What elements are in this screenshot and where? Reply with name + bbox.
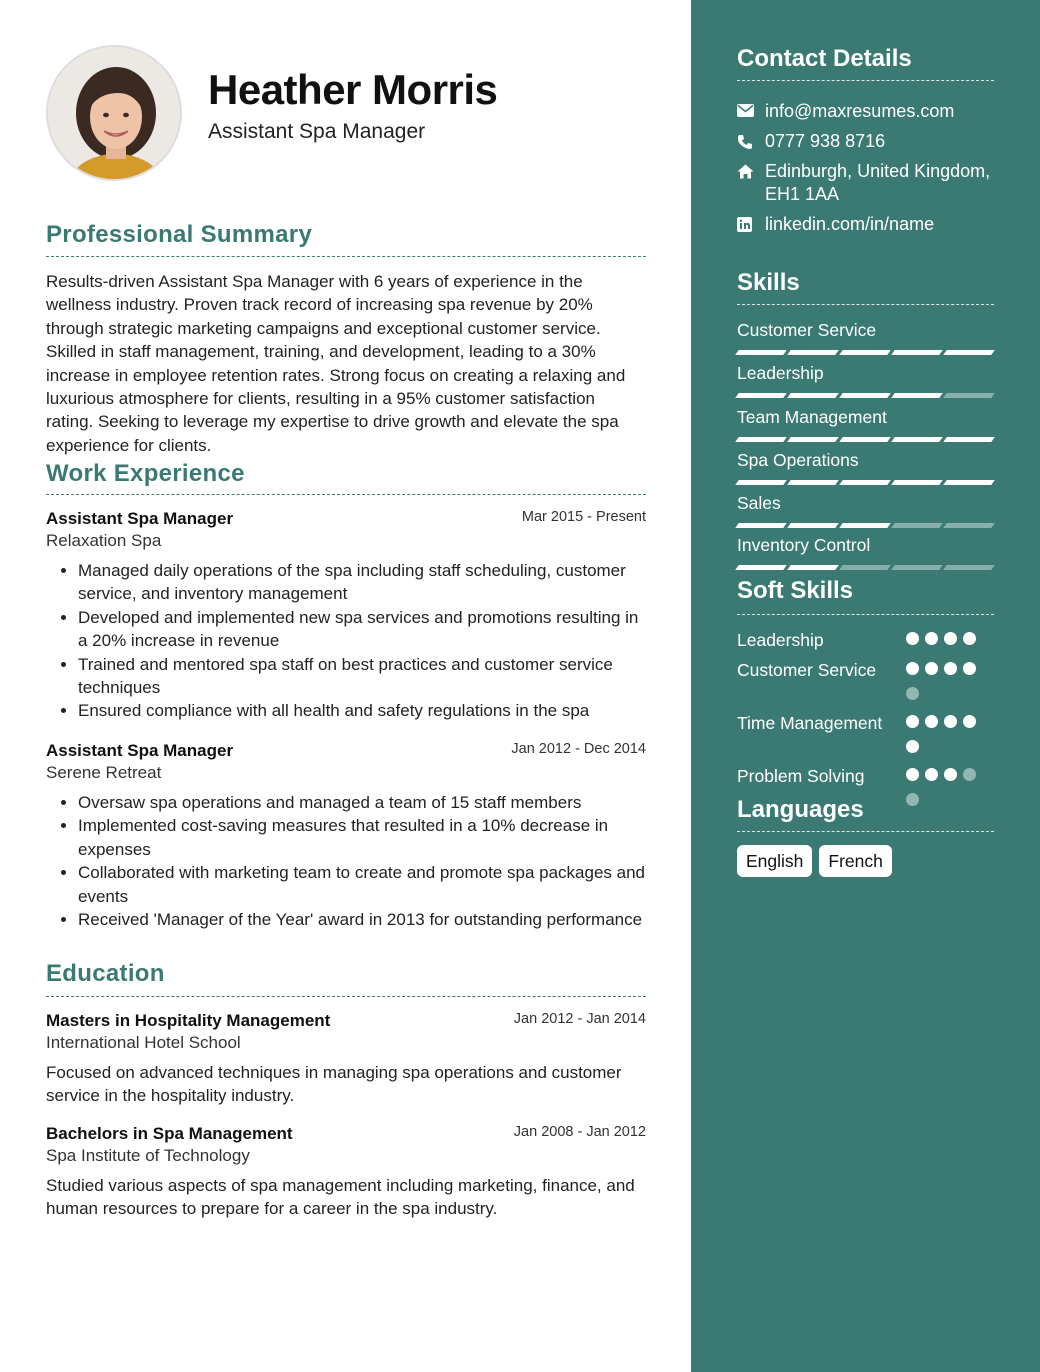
rating-dot	[963, 632, 976, 645]
skill-level-segment	[787, 350, 839, 355]
rating-dot	[906, 662, 919, 675]
profile-photo-image	[48, 47, 182, 181]
contact-heading: Contact Details	[737, 45, 912, 72]
linkedin-icon	[737, 213, 765, 236]
contact-divider	[737, 80, 994, 81]
skill-level-segment	[787, 480, 839, 485]
rating-dot	[906, 687, 919, 700]
candidate-name: Heather Morris	[208, 66, 498, 113]
contact-linkedin[interactable]	[737, 213, 994, 236]
linkedin-text: linkedin.com/in/name	[765, 214, 935, 234]
contact-phone[interactable]	[737, 130, 994, 153]
skill-item	[737, 535, 994, 570]
job-entry	[46, 741, 646, 931]
skill-level-segment	[735, 523, 787, 528]
job-bullet: • Trained and mentored spa staff on best practices and customer service techniques	[78, 653, 646, 700]
rating-dot	[925, 768, 938, 781]
skill-level-segment	[735, 437, 787, 442]
skill-level-bar	[737, 437, 994, 442]
education-date: Jan 2012 - Jan 2014	[513, 1011, 646, 1027]
job-bullet: • Implemented cost-saving measures that resulted in a 10% decrease in expenses	[78, 814, 646, 861]
soft-skill-item	[737, 659, 994, 682]
skill-item	[737, 363, 994, 398]
work-divider	[46, 494, 646, 495]
skill-level-segment	[735, 565, 787, 570]
job-bullets	[46, 791, 646, 931]
skill-name: Sales	[737, 493, 781, 513]
skill-name: Spa Operations	[737, 450, 859, 470]
address-text: Edinburgh, United Kingdom, EH1 1AA	[765, 161, 991, 204]
skill-level-bar	[737, 350, 994, 355]
rating-dot	[963, 662, 976, 675]
skill-item	[737, 450, 994, 485]
school-name: International Hotel School	[46, 1033, 241, 1052]
education-date: Jan 2008 - Jan 2012	[513, 1124, 646, 1140]
rating-dot	[906, 740, 919, 753]
language-badge: English	[737, 845, 812, 877]
skill-item	[737, 320, 994, 355]
summary-heading: Professional Summary	[46, 221, 313, 248]
profile-photo	[46, 45, 182, 181]
rating-dot	[963, 715, 976, 728]
skill-level-segment	[891, 523, 943, 528]
skill-level-bar	[737, 565, 994, 570]
job-company: Relaxation Spa	[46, 531, 162, 550]
education-divider	[46, 996, 646, 997]
rating-dot	[944, 632, 957, 645]
skill-level-segment	[891, 437, 943, 442]
rating-dot	[906, 632, 919, 645]
skill-level-segment	[787, 565, 839, 570]
rating-dot	[944, 662, 957, 675]
soft-skills-heading: Soft Skills	[737, 577, 854, 604]
skill-level-segment	[735, 480, 787, 485]
skill-level-segment	[891, 350, 943, 355]
work-heading: Work Experience	[46, 460, 245, 487]
rating-dot	[906, 768, 919, 781]
rating-dot	[925, 715, 938, 728]
languages-heading: Languages	[737, 796, 864, 823]
rating-dot	[944, 768, 957, 781]
education-entry	[46, 1011, 646, 1108]
soft-skill-name: Problem Solving	[737, 766, 865, 786]
soft-skill-name: Customer Service	[737, 660, 877, 680]
skill-level-bar	[737, 523, 994, 528]
job-date: Mar 2015 - Present	[521, 509, 646, 525]
job-bullet: • Developed and implemented new spa services and promotions resulting in a 20% increase in revenue	[78, 606, 646, 653]
skill-level-segment	[787, 523, 839, 528]
skill-level-segment	[943, 480, 995, 485]
skill-level-segment	[787, 393, 839, 398]
soft-skill-item	[737, 712, 994, 735]
skill-level-bar	[737, 393, 994, 398]
skill-level-segment	[787, 437, 839, 442]
skills-heading: Skills	[737, 269, 800, 296]
skills-divider	[737, 304, 994, 305]
skill-level-segment	[943, 393, 995, 398]
contact-address	[737, 160, 994, 206]
soft-skill-name: Time Management	[737, 713, 883, 733]
skill-level-segment	[839, 350, 891, 355]
skill-level-segment	[943, 565, 995, 570]
skill-level-segment	[839, 393, 891, 398]
skill-level-segment	[891, 393, 943, 398]
soft-skills-divider	[737, 614, 994, 615]
job-bullet: • Collaborated with marketing team to create and promote spa packages and events	[78, 861, 646, 908]
job-bullet: • Oversaw spa operations and managed a team of 15 staff members	[78, 791, 646, 814]
skill-name: Customer Service	[737, 320, 877, 340]
skill-level-segment	[943, 437, 995, 442]
job-entry	[46, 509, 646, 723]
skill-level-segment	[891, 565, 943, 570]
skill-level-segment	[839, 480, 891, 485]
languages-divider	[737, 831, 994, 832]
education-entry	[46, 1124, 646, 1221]
skill-name: Inventory Control	[737, 535, 871, 555]
skill-level-segment	[839, 437, 891, 442]
job-bullet: • Managed daily operations of the spa including staff scheduling, customer service, and inventory management	[78, 559, 646, 606]
rating-dot	[944, 715, 957, 728]
summary-text: Results-driven Assistant Spa Manager with 6 years of experience in the wellness industry. Proven track record of increasing spa revenue by 20% through strategic marketing campaigns and exceptional customer service. Skilled in staff management, training, and development, leading to a 30% increase in employee retention rates. Strong focus on creating a relaxing and luxurious atmosphere for clients, resulting in a 95% customer satisfaction rating. Seeking to leverage my expertise to drive growth and elevate the spa experience for clients.	[46, 272, 626, 455]
job-title: Assistant Spa Manager	[46, 741, 234, 760]
phone-text: 0777 938 8716	[765, 131, 886, 151]
skill-item	[737, 407, 994, 442]
language-badge: French	[819, 845, 891, 877]
contact-email[interactable]	[737, 100, 994, 123]
email-text: info@maxresumes.com	[765, 101, 955, 121]
job-bullet: • Received 'Manager of the Year' award in 2013 for outstanding performance	[78, 908, 646, 931]
rating-dot	[906, 715, 919, 728]
skill-level-bar	[737, 480, 994, 485]
soft-skill-name: Leadership	[737, 630, 824, 650]
skill-level-segment	[943, 523, 995, 528]
skill-level-segment	[735, 393, 787, 398]
skill-level-segment	[891, 480, 943, 485]
summary-divider	[46, 256, 646, 257]
languages-list	[737, 845, 892, 877]
rating-dot	[906, 793, 919, 806]
soft-skill-item	[737, 629, 994, 652]
skill-level-segment	[839, 523, 891, 528]
education-description: Focused on advanced techniques in managing spa operations and customer service in the hospitality industry.	[46, 1063, 622, 1106]
skill-name: Leadership	[737, 363, 824, 383]
rating-dot	[925, 632, 938, 645]
envelope-icon	[737, 100, 765, 123]
phone-icon	[737, 130, 765, 153]
skill-name: Team Management	[737, 407, 887, 427]
job-title: Assistant Spa Manager	[46, 509, 234, 528]
skill-level-segment	[839, 565, 891, 570]
skill-level-segment	[943, 350, 995, 355]
skill-level-segment	[735, 350, 787, 355]
rating-dot	[963, 768, 976, 781]
skill-item	[737, 493, 994, 528]
job-date: Jan 2012 - Dec 2014	[511, 741, 646, 757]
job-company: Serene Retreat	[46, 763, 162, 782]
job-bullet: • Ensured compliance with all health and safety regulations in the spa	[78, 699, 646, 722]
degree-title: Masters in Hospitality Management	[46, 1011, 331, 1030]
soft-skill-item	[737, 765, 994, 788]
rating-dot	[925, 662, 938, 675]
education-heading: Education	[46, 960, 165, 987]
job-bullets	[46, 559, 646, 723]
candidate-role: Assistant Spa Manager	[208, 120, 426, 143]
school-name: Spa Institute of Technology	[46, 1146, 250, 1165]
education-description: Studied various aspects of spa management including marketing, finance, and human resources to prepare for a career in the spa industry.	[46, 1176, 635, 1219]
home-icon	[737, 160, 765, 206]
degree-title: Bachelors in Spa Management	[46, 1124, 293, 1143]
